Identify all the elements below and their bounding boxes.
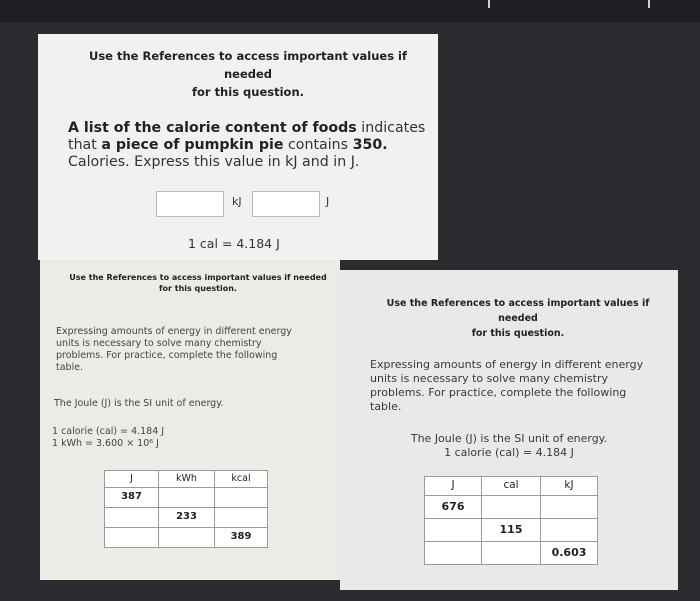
table-cell-input[interactable] — [541, 519, 597, 541]
table-header-row — [425, 477, 598, 496]
table-cell-value — [482, 519, 540, 541]
question-bold-2: a piece of pumpkin pie — [101, 137, 284, 153]
references-note — [58, 272, 338, 294]
header-cell-kj — [541, 477, 597, 495]
question-part: Calories. Express this value in kJ and in J. — [68, 154, 360, 170]
table-cell-input[interactable] — [425, 519, 481, 541]
table-cell-value — [159, 508, 214, 527]
question-text — [68, 120, 428, 171]
si-unit-text: The Joule (J) is the SI unit of energy. — [410, 432, 608, 445]
table-cell-input[interactable] — [215, 508, 267, 527]
bar-tick — [648, 0, 650, 8]
si-unit-text: The Joule (J) is the SI unit of energy. — [54, 398, 224, 409]
header-label: kWh — [176, 473, 197, 484]
header-cell-j — [425, 477, 481, 495]
references-line: Use the References to access important values if needed — [69, 273, 327, 282]
references-line: for this question. — [191, 85, 304, 99]
practice-table-right — [424, 476, 598, 565]
cell-value: 676 — [441, 500, 465, 513]
header-cell-j — [105, 471, 158, 487]
table-row — [425, 496, 598, 519]
top-bar — [0, 0, 700, 22]
table-cell-input[interactable] — [159, 528, 214, 547]
practice-table-left — [104, 470, 268, 548]
question-bold-1: A list of the calorie content of foods — [68, 120, 357, 136]
cell-value: 387 — [121, 491, 142, 502]
table-cell-input[interactable] — [541, 496, 597, 518]
intro-line: problems. For practice, complete the following — [370, 386, 627, 399]
intro-line: Expressing amounts of energy in different energy — [370, 358, 644, 371]
table-row — [425, 542, 598, 565]
conversion-factor: 1 cal = 4.184 J — [188, 236, 280, 251]
practice-panel-right — [340, 270, 678, 590]
references-line: Use the References to access important values if needed — [89, 49, 407, 81]
table-cell-value — [541, 542, 597, 564]
header-label: cal — [503, 479, 519, 491]
cell-value: 389 — [230, 531, 252, 542]
table-cell-value — [425, 496, 481, 518]
intro-line: units is necessary to solve many chemistry — [56, 338, 262, 349]
conversion-line: 1 calorie (cal) = 4.184 J — [52, 426, 165, 437]
table-row — [105, 488, 268, 508]
table-cell-input[interactable] — [105, 508, 158, 527]
table-header-row — [105, 471, 268, 488]
table-cell-value — [105, 488, 158, 507]
practice-panel-left — [40, 260, 340, 580]
references-line: for this question. — [159, 284, 237, 293]
header-label: J — [451, 479, 455, 491]
question-bold-3: 350. — [352, 137, 388, 153]
references-line: for this question. — [471, 328, 565, 339]
table-cell-input[interactable] — [159, 488, 214, 507]
intro-line: problems. For practice, complete the following — [56, 350, 278, 361]
j-unit-label: J — [326, 195, 330, 208]
intro-line: Expressing amounts of energy in different energy — [56, 326, 292, 337]
table-row — [425, 519, 598, 542]
references-line: Use the References to access important values if needed — [386, 298, 650, 324]
intro-line: table. — [56, 362, 84, 373]
conversion-line: 1 kWh = 3.600 × 10⁶ J — [52, 438, 159, 449]
table-row — [105, 528, 268, 548]
table-cell-input[interactable] — [482, 496, 540, 518]
conversion-line: 1 calorie (cal) = 4.184 J — [444, 446, 574, 459]
question-part: contains — [283, 137, 353, 153]
kj-answer-input[interactable] — [156, 191, 224, 217]
cell-value: 115 — [499, 523, 523, 536]
table-cell-value — [215, 528, 267, 547]
j-answer-input[interactable] — [252, 191, 320, 217]
bar-tick — [488, 0, 490, 8]
cell-value: 0.603 — [551, 546, 587, 559]
header-cell-kcal — [215, 471, 267, 487]
table-row — [105, 508, 268, 528]
header-cell-kwh — [159, 471, 214, 487]
table-cell-input[interactable] — [215, 488, 267, 507]
references-note — [368, 296, 668, 341]
header-cell-cal — [482, 477, 540, 495]
header-label: J — [130, 473, 133, 484]
header-label: kJ — [564, 479, 574, 491]
practice-intro — [370, 358, 643, 414]
intro-line: table. — [370, 400, 402, 413]
table-cell-input[interactable] — [425, 542, 481, 564]
header-label: kcal — [231, 473, 251, 484]
table-cell-input[interactable] — [482, 542, 540, 564]
kj-unit-label: kJ — [232, 195, 242, 208]
table-cell-input[interactable] — [105, 528, 158, 547]
question-part: indicates that — [68, 120, 426, 153]
question-panel — [38, 34, 438, 260]
practice-intro — [56, 326, 292, 374]
cell-value: 233 — [176, 511, 197, 522]
references-note — [68, 47, 428, 101]
intro-line: units is necessary to solve many chemistry — [370, 372, 609, 385]
